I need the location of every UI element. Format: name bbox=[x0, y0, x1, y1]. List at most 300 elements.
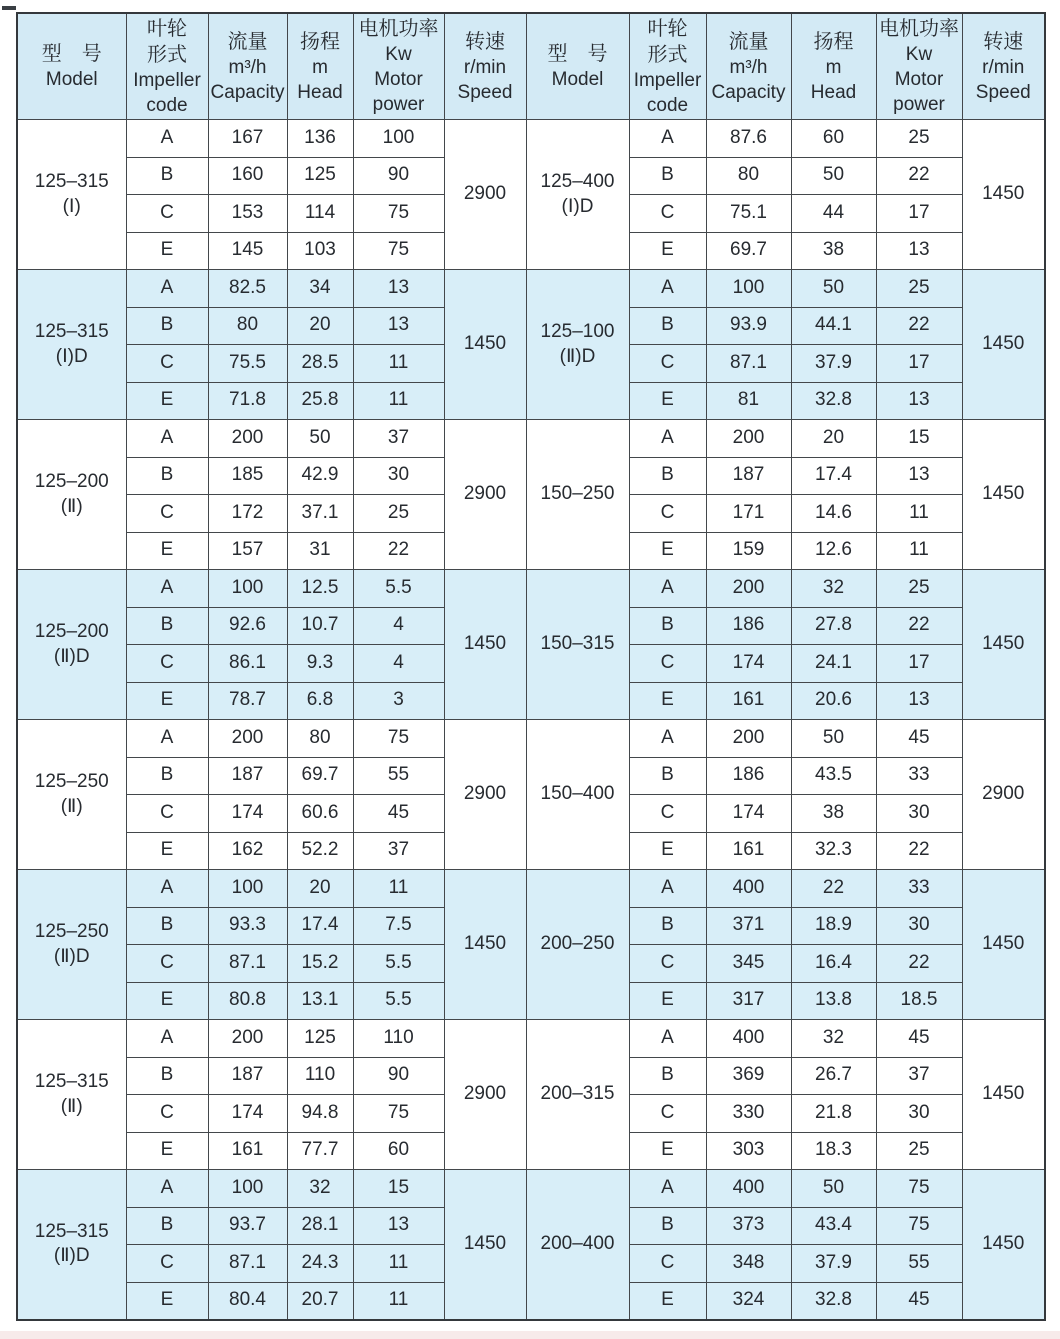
speed-cell: 1450 bbox=[444, 270, 526, 420]
power-cell: 45 bbox=[876, 1282, 962, 1320]
head-cell: 114 bbox=[287, 195, 353, 233]
head-cell: 80 bbox=[287, 720, 353, 758]
speed-cell: 2900 bbox=[962, 720, 1045, 870]
impeller-code-cell: A bbox=[126, 720, 208, 758]
power-cell: 25 bbox=[876, 570, 962, 608]
speed-cell: 2900 bbox=[444, 720, 526, 870]
head-cell: 77.7 bbox=[287, 1132, 353, 1170]
capacity-cell: 174 bbox=[706, 645, 791, 683]
impeller-code-cell: C bbox=[126, 645, 208, 683]
header-head-en: Head bbox=[297, 81, 343, 103]
header-power-right bbox=[876, 13, 962, 120]
header-speed-zh: 转速 bbox=[465, 30, 505, 53]
power-cell: 90 bbox=[353, 1057, 444, 1095]
capacity-cell: 345 bbox=[706, 945, 791, 983]
power-cell: 45 bbox=[876, 720, 962, 758]
head-cell: 28.5 bbox=[287, 345, 353, 383]
power-cell: 100 bbox=[353, 120, 444, 158]
capacity-cell: 317 bbox=[706, 982, 791, 1020]
power-cell: 45 bbox=[353, 795, 444, 833]
speed-cell: 1450 bbox=[962, 1170, 1045, 1320]
capacity-cell: 71.8 bbox=[208, 382, 287, 420]
capacity-cell: 87.1 bbox=[208, 1245, 287, 1283]
speed-cell: 1450 bbox=[444, 1170, 526, 1320]
capacity-cell: 400 bbox=[706, 1020, 791, 1058]
header-model-zh: 型 号 bbox=[41, 43, 102, 65]
bottom-strip bbox=[0, 1331, 1060, 1339]
header-power-en1: Motor bbox=[374, 69, 423, 90]
capacity-cell: 200 bbox=[208, 720, 287, 758]
head-cell: 18.3 bbox=[791, 1132, 876, 1170]
speed-cell: 2900 bbox=[444, 120, 526, 270]
capacity-cell: 100 bbox=[208, 570, 287, 608]
impeller-code-cell: B bbox=[126, 757, 208, 795]
table-row bbox=[17, 120, 1045, 158]
power-cell: 11 bbox=[353, 382, 444, 420]
capacity-cell: 187 bbox=[208, 757, 287, 795]
pump-spec-table bbox=[16, 12, 1046, 1321]
header-model-left bbox=[17, 13, 126, 120]
impeller-code-cell: C bbox=[629, 1095, 706, 1133]
head-cell: 32 bbox=[791, 570, 876, 608]
head-cell: 13.8 bbox=[791, 982, 876, 1020]
impeller-code-cell: A bbox=[126, 1170, 208, 1208]
power-cell: 25 bbox=[353, 495, 444, 533]
head-cell: 9.3 bbox=[287, 645, 353, 683]
speed-cell: 1450 bbox=[962, 120, 1045, 270]
impeller-code-cell: E bbox=[126, 832, 208, 870]
capacity-cell: 100 bbox=[208, 870, 287, 908]
impeller-code-cell: E bbox=[629, 382, 706, 420]
power-cell: 15 bbox=[876, 420, 962, 458]
capacity-cell: 200 bbox=[208, 1020, 287, 1058]
power-cell: 3 bbox=[353, 682, 444, 720]
power-cell: 13 bbox=[353, 1207, 444, 1245]
impeller-code-cell: E bbox=[126, 382, 208, 420]
impeller-code-cell: A bbox=[126, 570, 208, 608]
power-cell: 17 bbox=[876, 345, 962, 383]
head-cell: 20 bbox=[791, 420, 876, 458]
spec-table-body bbox=[17, 120, 1045, 1320]
impeller-code-cell: E bbox=[126, 1282, 208, 1320]
power-cell: 30 bbox=[876, 1095, 962, 1133]
head-cell: 52.2 bbox=[287, 832, 353, 870]
table-row bbox=[17, 1170, 1045, 1208]
head-cell: 37.9 bbox=[791, 345, 876, 383]
power-cell: 75 bbox=[353, 1095, 444, 1133]
capacity-cell: 75.1 bbox=[706, 195, 791, 233]
head-cell: 50 bbox=[791, 1170, 876, 1208]
speed-cell: 2900 bbox=[444, 420, 526, 570]
impeller-code-cell: E bbox=[629, 1132, 706, 1170]
capacity-cell: 348 bbox=[706, 1245, 791, 1283]
head-cell: 94.8 bbox=[287, 1095, 353, 1133]
header-head-unit: m bbox=[825, 56, 842, 78]
impeller-code-cell: B bbox=[126, 607, 208, 645]
header-speed-zh: 转速 bbox=[983, 30, 1024, 53]
impeller-code-cell: A bbox=[629, 720, 706, 758]
capacity-cell: 80 bbox=[208, 307, 287, 345]
head-cell: 50 bbox=[791, 157, 876, 195]
capacity-cell: 187 bbox=[706, 457, 791, 495]
impeller-code-cell: A bbox=[629, 1020, 706, 1058]
header-impeller-left bbox=[126, 13, 208, 120]
impeller-code-cell: A bbox=[629, 270, 706, 308]
header-model-en: Model bbox=[551, 69, 604, 90]
capacity-cell: 174 bbox=[208, 1095, 287, 1133]
power-cell: 75 bbox=[876, 1170, 962, 1208]
impeller-code-cell: E bbox=[126, 532, 208, 570]
table-row bbox=[17, 720, 1045, 758]
capacity-cell: 330 bbox=[706, 1095, 791, 1133]
impeller-code-cell: B bbox=[629, 907, 706, 945]
capacity-cell: 167 bbox=[208, 120, 287, 158]
model-cell: 125–315 (Ⅰ) bbox=[17, 120, 126, 270]
head-cell: 42.9 bbox=[287, 457, 353, 495]
impeller-code-cell: B bbox=[629, 607, 706, 645]
capacity-cell: 187 bbox=[208, 1057, 287, 1095]
header-power-en1: Motor bbox=[894, 69, 944, 90]
power-cell: 22 bbox=[876, 832, 962, 870]
speed-cell: 1450 bbox=[962, 870, 1045, 1020]
power-cell: 30 bbox=[876, 795, 962, 833]
impeller-code-cell: C bbox=[126, 1245, 208, 1283]
power-cell: 17 bbox=[876, 195, 962, 233]
capacity-cell: 82.5 bbox=[208, 270, 287, 308]
impeller-code-cell: A bbox=[629, 570, 706, 608]
model-cell: 200–400 bbox=[526, 1170, 629, 1320]
impeller-code-cell: E bbox=[629, 532, 706, 570]
header-capacity-en: Capacity bbox=[210, 81, 285, 103]
capacity-cell: 200 bbox=[706, 420, 791, 458]
power-cell: 25 bbox=[876, 270, 962, 308]
power-cell: 55 bbox=[353, 757, 444, 795]
impeller-code-cell: A bbox=[126, 270, 208, 308]
speed-cell: 1450 bbox=[962, 270, 1045, 420]
impeller-code-cell: C bbox=[629, 495, 706, 533]
header-capacity-unit: m³/h bbox=[729, 56, 768, 78]
head-cell: 20 bbox=[287, 870, 353, 908]
head-cell: 26.7 bbox=[791, 1057, 876, 1095]
impeller-code-cell: B bbox=[629, 307, 706, 345]
model-cell: 125–315 (Ⅱ) bbox=[17, 1020, 126, 1170]
head-cell: 20 bbox=[287, 307, 353, 345]
impeller-code-cell: A bbox=[126, 420, 208, 458]
head-cell: 21.8 bbox=[791, 1095, 876, 1133]
head-cell: 14.6 bbox=[791, 495, 876, 533]
power-cell: 22 bbox=[876, 607, 962, 645]
model-cell: 200–315 bbox=[526, 1020, 629, 1170]
capacity-cell: 80.4 bbox=[208, 1282, 287, 1320]
impeller-code-cell: E bbox=[126, 1132, 208, 1170]
head-cell: 32.8 bbox=[791, 1282, 876, 1320]
head-cell: 12.6 bbox=[791, 532, 876, 570]
power-cell: 75 bbox=[876, 1207, 962, 1245]
impeller-code-cell: E bbox=[126, 232, 208, 270]
capacity-cell: 100 bbox=[706, 270, 791, 308]
capacity-cell: 159 bbox=[706, 532, 791, 570]
capacity-cell: 400 bbox=[706, 870, 791, 908]
capacity-cell: 200 bbox=[208, 420, 287, 458]
impeller-code-cell: C bbox=[126, 1095, 208, 1133]
head-cell: 20.6 bbox=[791, 682, 876, 720]
power-cell: 75 bbox=[353, 232, 444, 270]
impeller-code-cell: B bbox=[629, 757, 706, 795]
model-cell: 150–250 bbox=[526, 420, 629, 570]
capacity-cell: 87.1 bbox=[706, 345, 791, 383]
head-cell: 50 bbox=[791, 720, 876, 758]
impeller-code-cell: C bbox=[629, 345, 706, 383]
table-row bbox=[17, 270, 1045, 308]
scan-artifact bbox=[2, 6, 16, 10]
head-cell: 18.9 bbox=[791, 907, 876, 945]
capacity-cell: 324 bbox=[706, 1282, 791, 1320]
power-cell: 11 bbox=[353, 345, 444, 383]
capacity-cell: 160 bbox=[208, 157, 287, 195]
table-row bbox=[17, 870, 1045, 908]
impeller-code-cell: C bbox=[629, 795, 706, 833]
capacity-cell: 161 bbox=[706, 832, 791, 870]
model-cell: 125–250 (Ⅱ) bbox=[17, 720, 126, 870]
capacity-cell: 185 bbox=[208, 457, 287, 495]
capacity-cell: 80.8 bbox=[208, 982, 287, 1020]
impeller-code-cell: B bbox=[629, 1207, 706, 1245]
header-impeller-zh2: 形式 bbox=[147, 43, 187, 66]
header-model-right bbox=[526, 13, 629, 120]
speed-cell: 2900 bbox=[444, 1020, 526, 1170]
capacity-cell: 161 bbox=[208, 1132, 287, 1170]
head-cell: 43.5 bbox=[791, 757, 876, 795]
header-capacity-zh: 流量 bbox=[728, 30, 769, 53]
header-power-left bbox=[353, 13, 444, 120]
head-cell: 31 bbox=[287, 532, 353, 570]
header-capacity-right bbox=[706, 13, 791, 120]
capacity-cell: 174 bbox=[706, 795, 791, 833]
head-cell: 60.6 bbox=[287, 795, 353, 833]
head-cell: 43.4 bbox=[791, 1207, 876, 1245]
header-power-en2: power bbox=[893, 94, 945, 115]
power-cell: 4 bbox=[353, 645, 444, 683]
capacity-cell: 171 bbox=[706, 495, 791, 533]
header-power-unit: Kw bbox=[385, 44, 412, 65]
power-cell: 45 bbox=[876, 1020, 962, 1058]
power-cell: 7.5 bbox=[353, 907, 444, 945]
head-cell: 28.1 bbox=[287, 1207, 353, 1245]
power-cell: 5.5 bbox=[353, 945, 444, 983]
power-cell: 22 bbox=[353, 532, 444, 570]
head-cell: 15.2 bbox=[287, 945, 353, 983]
power-cell: 33 bbox=[876, 870, 962, 908]
impeller-code-cell: B bbox=[629, 457, 706, 495]
impeller-code-cell: C bbox=[629, 945, 706, 983]
power-cell: 13 bbox=[876, 457, 962, 495]
capacity-cell: 93.3 bbox=[208, 907, 287, 945]
impeller-code-cell: E bbox=[126, 682, 208, 720]
capacity-cell: 93.9 bbox=[706, 307, 791, 345]
head-cell: 32.8 bbox=[791, 382, 876, 420]
impeller-code-cell: A bbox=[126, 1020, 208, 1058]
impeller-code-cell: E bbox=[629, 682, 706, 720]
capacity-cell: 87.1 bbox=[208, 945, 287, 983]
capacity-cell: 200 bbox=[706, 720, 791, 758]
head-cell: 103 bbox=[287, 232, 353, 270]
head-cell: 37.9 bbox=[791, 1245, 876, 1283]
impeller-code-cell: B bbox=[126, 457, 208, 495]
model-cell: 150–315 bbox=[526, 570, 629, 720]
power-cell: 4 bbox=[353, 607, 444, 645]
power-cell: 30 bbox=[353, 457, 444, 495]
speed-cell: 1450 bbox=[962, 1020, 1045, 1170]
power-cell: 13 bbox=[353, 307, 444, 345]
power-cell: 13 bbox=[876, 232, 962, 270]
capacity-cell: 186 bbox=[706, 607, 791, 645]
head-cell: 10.7 bbox=[287, 607, 353, 645]
capacity-cell: 145 bbox=[208, 232, 287, 270]
power-cell: 22 bbox=[876, 157, 962, 195]
power-cell: 13 bbox=[353, 270, 444, 308]
impeller-code-cell: C bbox=[126, 495, 208, 533]
head-cell: 44 bbox=[791, 195, 876, 233]
model-cell: 125–400 (Ⅰ)D bbox=[526, 120, 629, 270]
impeller-code-cell: B bbox=[126, 1057, 208, 1095]
header-head-unit: m bbox=[312, 56, 328, 78]
impeller-code-cell: A bbox=[629, 870, 706, 908]
header-model-en: Model bbox=[45, 69, 98, 90]
power-cell: 37 bbox=[353, 420, 444, 458]
power-cell: 18.5 bbox=[876, 982, 962, 1020]
pump-spec-table-wrap bbox=[16, 12, 1046, 1321]
header-head-zh: 扬程 bbox=[813, 30, 854, 53]
power-cell: 13 bbox=[876, 382, 962, 420]
header-model-zh: 型 号 bbox=[547, 43, 608, 65]
power-cell: 5.5 bbox=[353, 982, 444, 1020]
model-cell: 125–315 (Ⅰ)D bbox=[17, 270, 126, 420]
impeller-code-cell: A bbox=[629, 420, 706, 458]
capacity-cell: 373 bbox=[706, 1207, 791, 1245]
model-cell: 125–200 (Ⅱ)D bbox=[17, 570, 126, 720]
head-cell: 17.4 bbox=[791, 457, 876, 495]
header-capacity-zh: 流量 bbox=[227, 30, 268, 53]
table-row bbox=[17, 570, 1045, 608]
speed-cell: 1450 bbox=[444, 570, 526, 720]
header-head-en: Head bbox=[810, 81, 857, 103]
impeller-code-cell: C bbox=[629, 645, 706, 683]
head-cell: 110 bbox=[287, 1057, 353, 1095]
power-cell: 11 bbox=[876, 495, 962, 533]
power-cell: 15 bbox=[353, 1170, 444, 1208]
head-cell: 24.1 bbox=[791, 645, 876, 683]
head-cell: 69.7 bbox=[287, 757, 353, 795]
speed-cell: 1450 bbox=[962, 570, 1045, 720]
header-impeller-zh2: 形式 bbox=[647, 43, 688, 66]
capacity-cell: 371 bbox=[706, 907, 791, 945]
head-cell: 50 bbox=[791, 270, 876, 308]
header-impeller-zh1: 叶轮 bbox=[647, 17, 688, 40]
header-impeller-zh1: 叶轮 bbox=[147, 17, 187, 40]
model-cell: 200–250 bbox=[526, 870, 629, 1020]
header-speed-unit: r/min bbox=[463, 56, 507, 78]
model-cell: 150–400 bbox=[526, 720, 629, 870]
capacity-cell: 69.7 bbox=[706, 232, 791, 270]
head-cell: 13.1 bbox=[287, 982, 353, 1020]
impeller-code-cell: C bbox=[126, 345, 208, 383]
capacity-cell: 81 bbox=[706, 382, 791, 420]
capacity-cell: 86.1 bbox=[208, 645, 287, 683]
power-cell: 25 bbox=[876, 1132, 962, 1170]
speed-cell: 1450 bbox=[962, 420, 1045, 570]
head-cell: 44.1 bbox=[791, 307, 876, 345]
head-cell: 60 bbox=[791, 120, 876, 158]
speed-cell: 1450 bbox=[444, 870, 526, 1020]
impeller-code-cell: A bbox=[126, 870, 208, 908]
impeller-code-cell: A bbox=[629, 1170, 706, 1208]
power-cell: 25 bbox=[876, 120, 962, 158]
capacity-cell: 400 bbox=[706, 1170, 791, 1208]
head-cell: 22 bbox=[791, 870, 876, 908]
impeller-code-cell: E bbox=[629, 982, 706, 1020]
impeller-code-cell: E bbox=[126, 982, 208, 1020]
power-cell: 30 bbox=[876, 907, 962, 945]
capacity-cell: 161 bbox=[706, 682, 791, 720]
power-cell: 22 bbox=[876, 945, 962, 983]
impeller-code-cell: B bbox=[126, 907, 208, 945]
capacity-cell: 200 bbox=[706, 570, 791, 608]
table-row bbox=[17, 420, 1045, 458]
impeller-code-cell: A bbox=[629, 120, 706, 158]
head-cell: 25.8 bbox=[287, 382, 353, 420]
power-cell: 22 bbox=[876, 307, 962, 345]
head-cell: 27.8 bbox=[791, 607, 876, 645]
header-head-left bbox=[287, 13, 353, 120]
capacity-cell: 75.5 bbox=[208, 345, 287, 383]
impeller-code-cell: B bbox=[126, 307, 208, 345]
head-cell: 125 bbox=[287, 1020, 353, 1058]
head-cell: 32.3 bbox=[791, 832, 876, 870]
head-cell: 32 bbox=[791, 1020, 876, 1058]
capacity-cell: 78.7 bbox=[208, 682, 287, 720]
impeller-code-cell: B bbox=[629, 157, 706, 195]
head-cell: 34 bbox=[287, 270, 353, 308]
power-cell: 33 bbox=[876, 757, 962, 795]
capacity-cell: 153 bbox=[208, 195, 287, 233]
capacity-cell: 87.6 bbox=[706, 120, 791, 158]
power-cell: 11 bbox=[353, 870, 444, 908]
impeller-code-cell: B bbox=[126, 1207, 208, 1245]
header-speed-en: Speed bbox=[975, 81, 1031, 103]
head-cell: 20.7 bbox=[287, 1282, 353, 1320]
header-speed-en: Speed bbox=[457, 81, 513, 103]
model-cell: 125–200 (Ⅱ) bbox=[17, 420, 126, 570]
header-impeller-en1: Impeller bbox=[133, 69, 201, 91]
power-cell: 37 bbox=[353, 832, 444, 870]
power-cell: 110 bbox=[353, 1020, 444, 1058]
head-cell: 12.5 bbox=[287, 570, 353, 608]
capacity-cell: 92.6 bbox=[208, 607, 287, 645]
head-cell: 6.8 bbox=[287, 682, 353, 720]
header-speed-left bbox=[444, 13, 526, 120]
power-cell: 37 bbox=[876, 1057, 962, 1095]
power-cell: 17 bbox=[876, 645, 962, 683]
impeller-code-cell: B bbox=[126, 157, 208, 195]
header-capacity-unit: m³/h bbox=[228, 56, 267, 78]
impeller-code-cell: E bbox=[629, 232, 706, 270]
header-power-zh: 电机功率 bbox=[879, 18, 959, 40]
head-cell: 38 bbox=[791, 232, 876, 270]
head-cell: 136 bbox=[287, 120, 353, 158]
header-power-en2: power bbox=[372, 94, 425, 115]
table-row bbox=[17, 1020, 1045, 1058]
header-capacity-left bbox=[208, 13, 287, 120]
